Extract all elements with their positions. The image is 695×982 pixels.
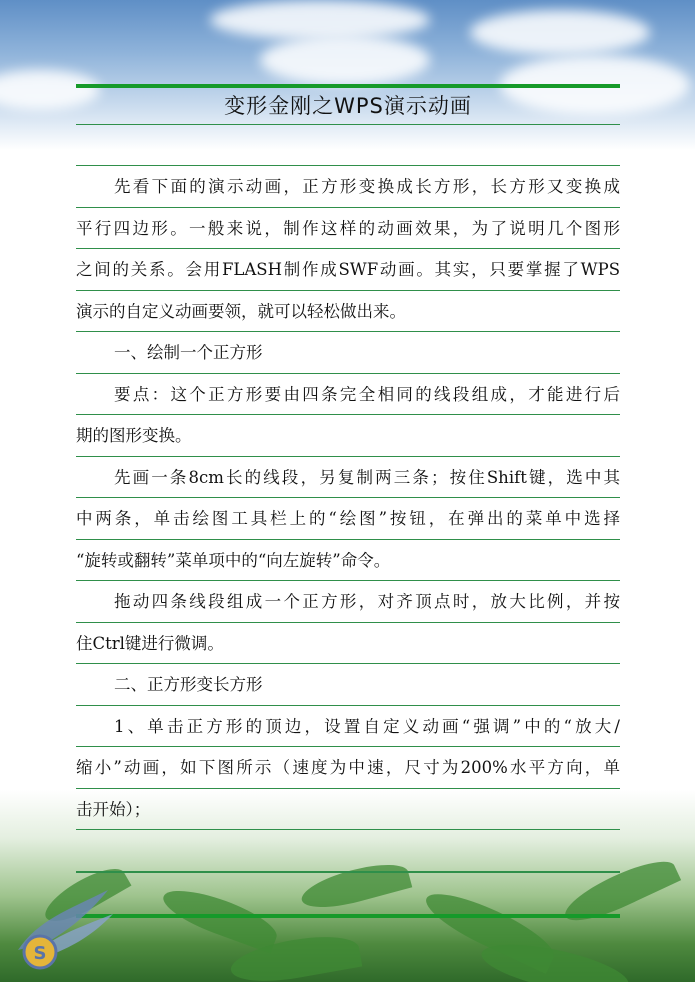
text-line (76, 830, 620, 872)
wing-logo-icon (8, 880, 118, 980)
text-line: 中两条，单击绘图工具栏上的“绘图”按钮，在弹出的菜单中选择 (76, 498, 620, 540)
text-line: 演示的自定义动画要领，就可以轻松做出来。 (76, 291, 620, 333)
text-line: 缩小”动画，如下图所示（速度为中速，尺寸为200%水平方向，单 (76, 747, 620, 789)
ruled-text-body (76, 166, 620, 872)
text-line: 期的图形变换。 (76, 415, 620, 457)
title-underline (76, 124, 620, 125)
text-line: “旋转或翻转”菜单项中的“向左旋转”命令。 (76, 540, 620, 582)
svg-text:S: S (33, 943, 47, 964)
page-title: 变形金刚之WPS演示动画 (224, 94, 472, 118)
bottom-rule (76, 872, 620, 873)
text-line: 拖动四条线段组成一个正方形，对齐顶点时，放大比例，并按 (76, 581, 620, 623)
text-line: 先看下面的演示动画，正方形变换成长方形，长方形又变换成 (76, 166, 620, 208)
text-line: 二、正方形变长方形 (76, 664, 620, 706)
text-line: 1、单击正方形的顶边，设置自定义动画“强调”中的“放大/ (76, 706, 620, 748)
text-line: 一、绘制一个正方形 (76, 332, 620, 374)
text-line: 平行四边形。一般来说，制作这样的动画效果，为了说明几个图形 (76, 208, 620, 250)
bottom-green-rule (76, 914, 620, 918)
text-line: 之间的关系。会用FLASH制作成SWF动画。其实，只要掌握了WPS (76, 249, 620, 291)
text-line: 住Ctrl键进行微调。 (76, 623, 620, 665)
text-line: 先画一条8cm长的线段，另复制两三条；按住Shift键，选中其 (76, 457, 620, 499)
text-line: 击开始）； (76, 789, 620, 831)
text-line: 要点：这个正方形要由四条完全相同的线段组成，才能进行后 (76, 374, 620, 416)
sky-background (0, 0, 695, 150)
